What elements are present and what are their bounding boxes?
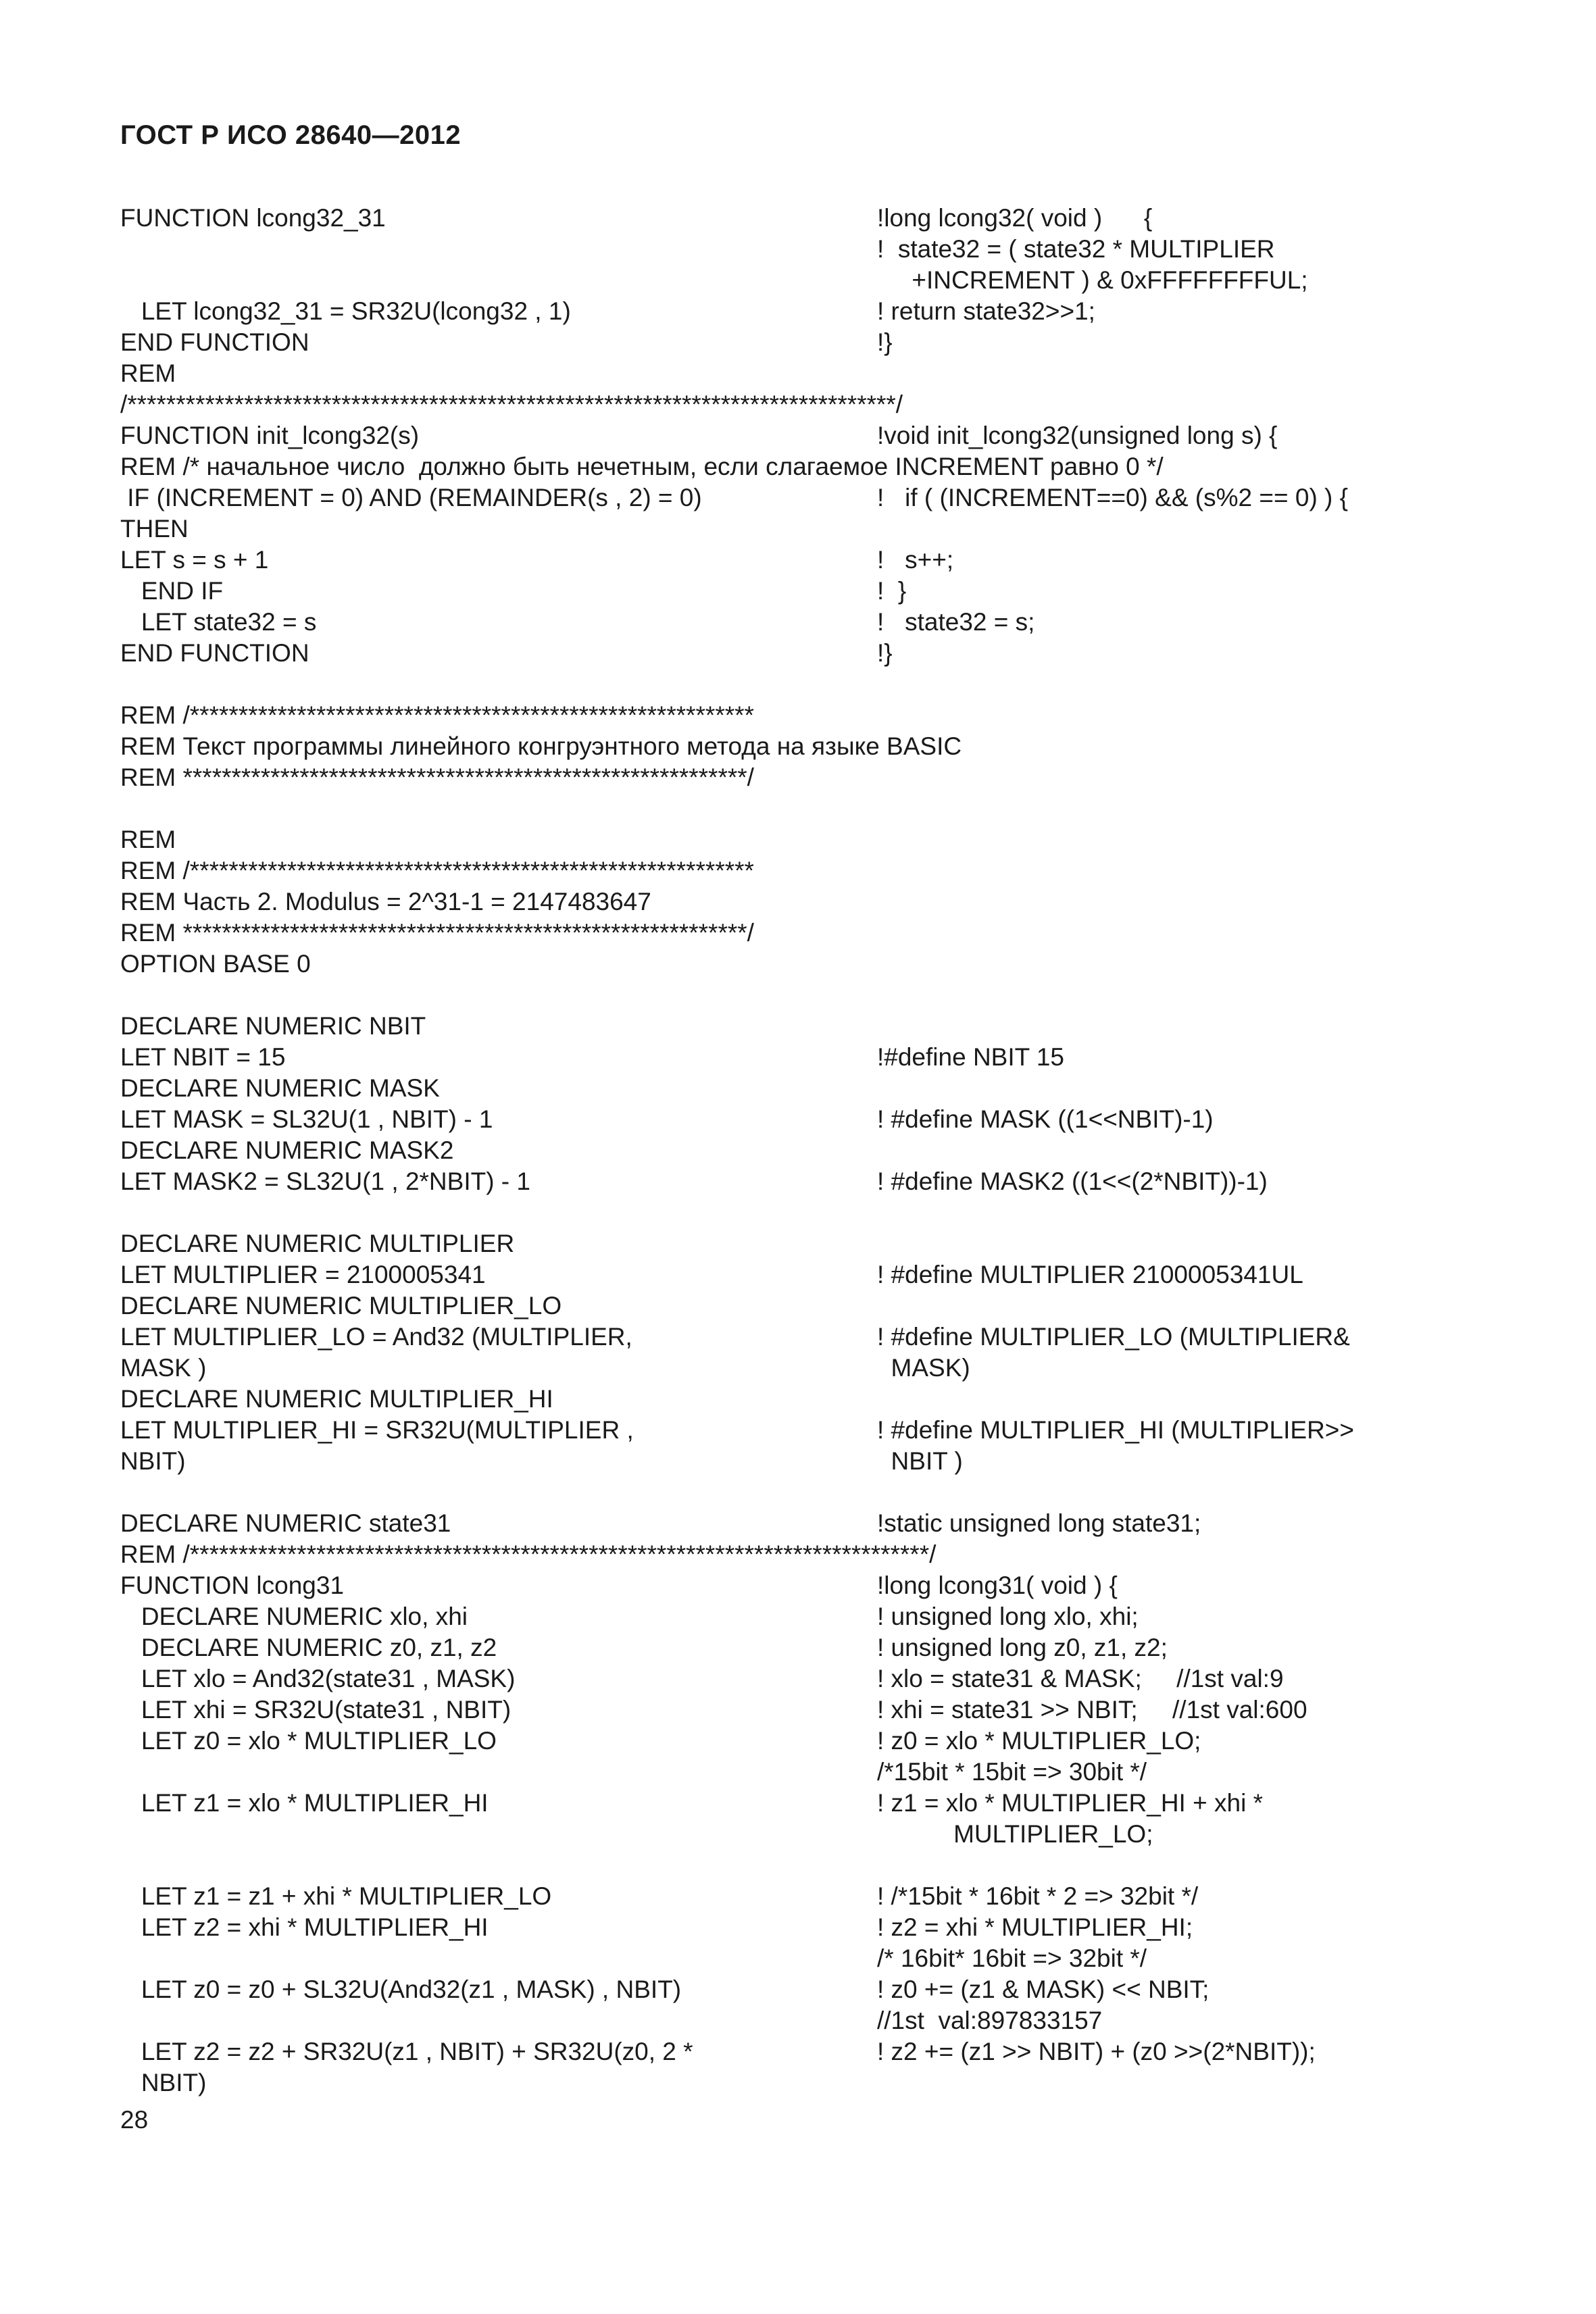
c-code-comment: ! unsigned long z0, z1, z2;	[877, 1634, 1168, 1661]
basic-code: LET z0 = z0 + SL32U(And32(z1 , MASK) , NBIT)	[120, 1976, 682, 2003]
basic-code: LET NBIT = 15	[120, 1043, 286, 1071]
c-code-comment: ! #define MULTIPLIER 2100005341UL	[877, 1261, 1303, 1288]
c-code-comment: MASK)	[877, 1354, 970, 1382]
basic-code: DECLARE NUMERIC MULTIPLIER_HI	[120, 1385, 553, 1413]
basic-code: END IF	[120, 577, 224, 605]
basic-code: DECLARE NUMERIC NBIT	[120, 1012, 426, 1040]
c-code-comment: ! unsigned long xlo, xhi;	[877, 1603, 1139, 1630]
c-code-comment: ! z2 += (z1 >> NBIT) + (z0 >>(2*NBIT));	[877, 2038, 1316, 2065]
basic-code: REM **********************************************************/	[120, 919, 754, 947]
c-code-comment: ! state32 = ( state32 * MULTIPLIER	[877, 235, 1275, 263]
basic-code: LET lcong32_31 = SR32U(lcong32 , 1)	[120, 297, 571, 325]
basic-code: LET z2 = z2 + SR32U(z1 , NBIT) + SR32U(z0, 2 *	[120, 2038, 693, 2065]
c-code-comment: !#define NBIT 15	[877, 1043, 1064, 1071]
c-code-comment: ! z2 = xhi * MULTIPLIER_HI;	[877, 1913, 1193, 1941]
basic-code: IF (INCREMENT = 0) AND (REMAINDER(s , 2) = 0)	[120, 484, 702, 511]
c-code-comment: /*15bit * 15bit => 30bit */	[877, 1758, 1147, 1786]
c-code-comment: !void init_lcong32(unsigned long s) {	[877, 422, 1278, 449]
basic-code: LET MASK2 = SL32U(1 , 2*NBIT) - 1	[120, 1167, 530, 1195]
c-code-comment: ! z1 = xlo * MULTIPLIER_HI + xhi *	[877, 1789, 1263, 1817]
basic-code: LET z0 = xlo * MULTIPLIER_LO	[120, 1727, 497, 1755]
basic-code: FUNCTION init_lcong32(s)	[120, 422, 420, 449]
c-code-comment: !}	[877, 328, 893, 356]
c-code-comment: ! #define MASK2 ((1<<(2*NBIT))-1)	[877, 1167, 1268, 1195]
c-code-comment: //1st val:897833157	[877, 2007, 1103, 2034]
basic-code: FUNCTION lcong32_31	[120, 204, 386, 232]
basic-code: DECLARE NUMERIC xlo, xhi	[120, 1603, 468, 1630]
basic-code: REM /****************************************************************************/	[120, 1540, 937, 1568]
basic-code: LET xhi = SR32U(state31 , NBIT)	[120, 1696, 512, 1724]
basic-code: LET z1 = xlo * MULTIPLIER_HI	[120, 1789, 489, 1817]
c-code-comment: !long lcong32( void ) {	[877, 204, 1153, 232]
basic-code: MASK )	[120, 1354, 207, 1382]
c-code-comment: +INCREMENT ) & 0xFFFFFFFFUL;	[877, 266, 1308, 294]
basic-code: REM /**********************************************************	[120, 857, 754, 884]
c-code-comment: !}	[877, 639, 893, 667]
basic-code: NBIT)	[120, 2069, 207, 2096]
c-code-comment: NBIT )	[877, 1447, 963, 1475]
document-header: ГОСТ Р ИСО 28640—2012	[120, 120, 462, 150]
basic-code: /*******************************************************************************/	[120, 391, 903, 418]
basic-code: DECLARE NUMERIC MULTIPLIER	[120, 1230, 515, 1257]
c-code-comment: ! #define MULTIPLIER_HI (MULTIPLIER>>	[877, 1416, 1354, 1444]
basic-code: LET xlo = And32(state31 , MASK)	[120, 1665, 516, 1692]
basic-code: REM Часть 2. Modulus = 2^31-1 = 2147483647	[120, 888, 651, 915]
basic-code: FUNCTION lcong31	[120, 1571, 345, 1599]
c-code-comment: ! return state32>>1;	[877, 297, 1095, 325]
basic-code: DECLARE NUMERIC state31	[120, 1509, 451, 1537]
c-code-comment: ! xhi = state31 >> NBIT; //1st val:600	[877, 1696, 1307, 1724]
basic-code: REM **********************************************************/	[120, 763, 754, 791]
basic-code: REM /**********************************************************	[120, 701, 754, 729]
c-code-comment: ! if ( (INCREMENT==0) && (s%2 == 0) ) {	[877, 484, 1349, 511]
c-code-comment: ! z0 = xlo * MULTIPLIER_LO;	[877, 1727, 1201, 1755]
c-code-comment: ! }	[877, 577, 907, 605]
c-code-comment: MULTIPLIER_LO;	[877, 1820, 1153, 1848]
c-code-comment: !long lcong31( void ) {	[877, 1571, 1118, 1599]
c-code-comment: ! state32 = s;	[877, 608, 1035, 636]
basic-code: END FUNCTION	[120, 639, 309, 667]
basic-code: END FUNCTION	[120, 328, 309, 356]
basic-code: THEN	[120, 515, 189, 543]
c-code-comment: ! /*15bit * 16bit * 2 => 32bit */	[877, 1882, 1199, 1910]
basic-code: LET state32 = s	[120, 608, 317, 636]
c-code-comment: ! s++;	[877, 546, 954, 574]
c-code-comment: ! #define MASK ((1<<NBIT)-1)	[877, 1105, 1214, 1133]
c-code-comment: ! #define MULTIPLIER_LO (MULTIPLIER&	[877, 1323, 1350, 1351]
basic-code: DECLARE NUMERIC MASK2	[120, 1136, 454, 1164]
basic-code: DECLARE NUMERIC z0, z1, z2	[120, 1634, 497, 1661]
basic-code: OPTION BASE 0	[120, 950, 311, 978]
basic-code: NBIT)	[120, 1447, 186, 1475]
basic-code: REM	[120, 826, 176, 853]
basic-code: LET z1 = z1 + xhi * MULTIPLIER_LO	[120, 1882, 552, 1910]
basic-code: REM	[120, 359, 176, 387]
basic-code: LET MASK = SL32U(1 , NBIT) - 1	[120, 1105, 493, 1133]
c-code-comment: ! xlo = state31 & MASK; //1st val:9	[877, 1665, 1284, 1692]
c-code-comment: ! z0 += (z1 & MASK) << NBIT;	[877, 1976, 1210, 2003]
basic-code: LET MULTIPLIER_LO = And32 (MULTIPLIER,	[120, 1323, 632, 1351]
basic-code: LET MULTIPLIER_HI = SR32U(MULTIPLIER ,	[120, 1416, 634, 1444]
page-number: 28	[120, 2106, 149, 2134]
basic-code: LET z2 = xhi * MULTIPLIER_HI	[120, 1913, 489, 1941]
basic-code: DECLARE NUMERIC MASK	[120, 1074, 440, 1102]
c-code-comment: !static unsigned long state31;	[877, 1509, 1201, 1537]
basic-code: LET MULTIPLIER = 2100005341	[120, 1261, 486, 1288]
basic-code: REM Текст программы линейного конгруэнтного метода на языке BASIC	[120, 732, 962, 760]
basic-code: LET s = s + 1	[120, 546, 269, 574]
basic-code: DECLARE NUMERIC MULTIPLIER_LO	[120, 1292, 562, 1319]
basic-code: REM /* начальное число должно быть нечетным, если слагаемое INCREMENT равно 0 */	[120, 453, 1164, 480]
c-code-comment: /* 16bit* 16bit => 32bit */	[877, 1944, 1147, 1972]
